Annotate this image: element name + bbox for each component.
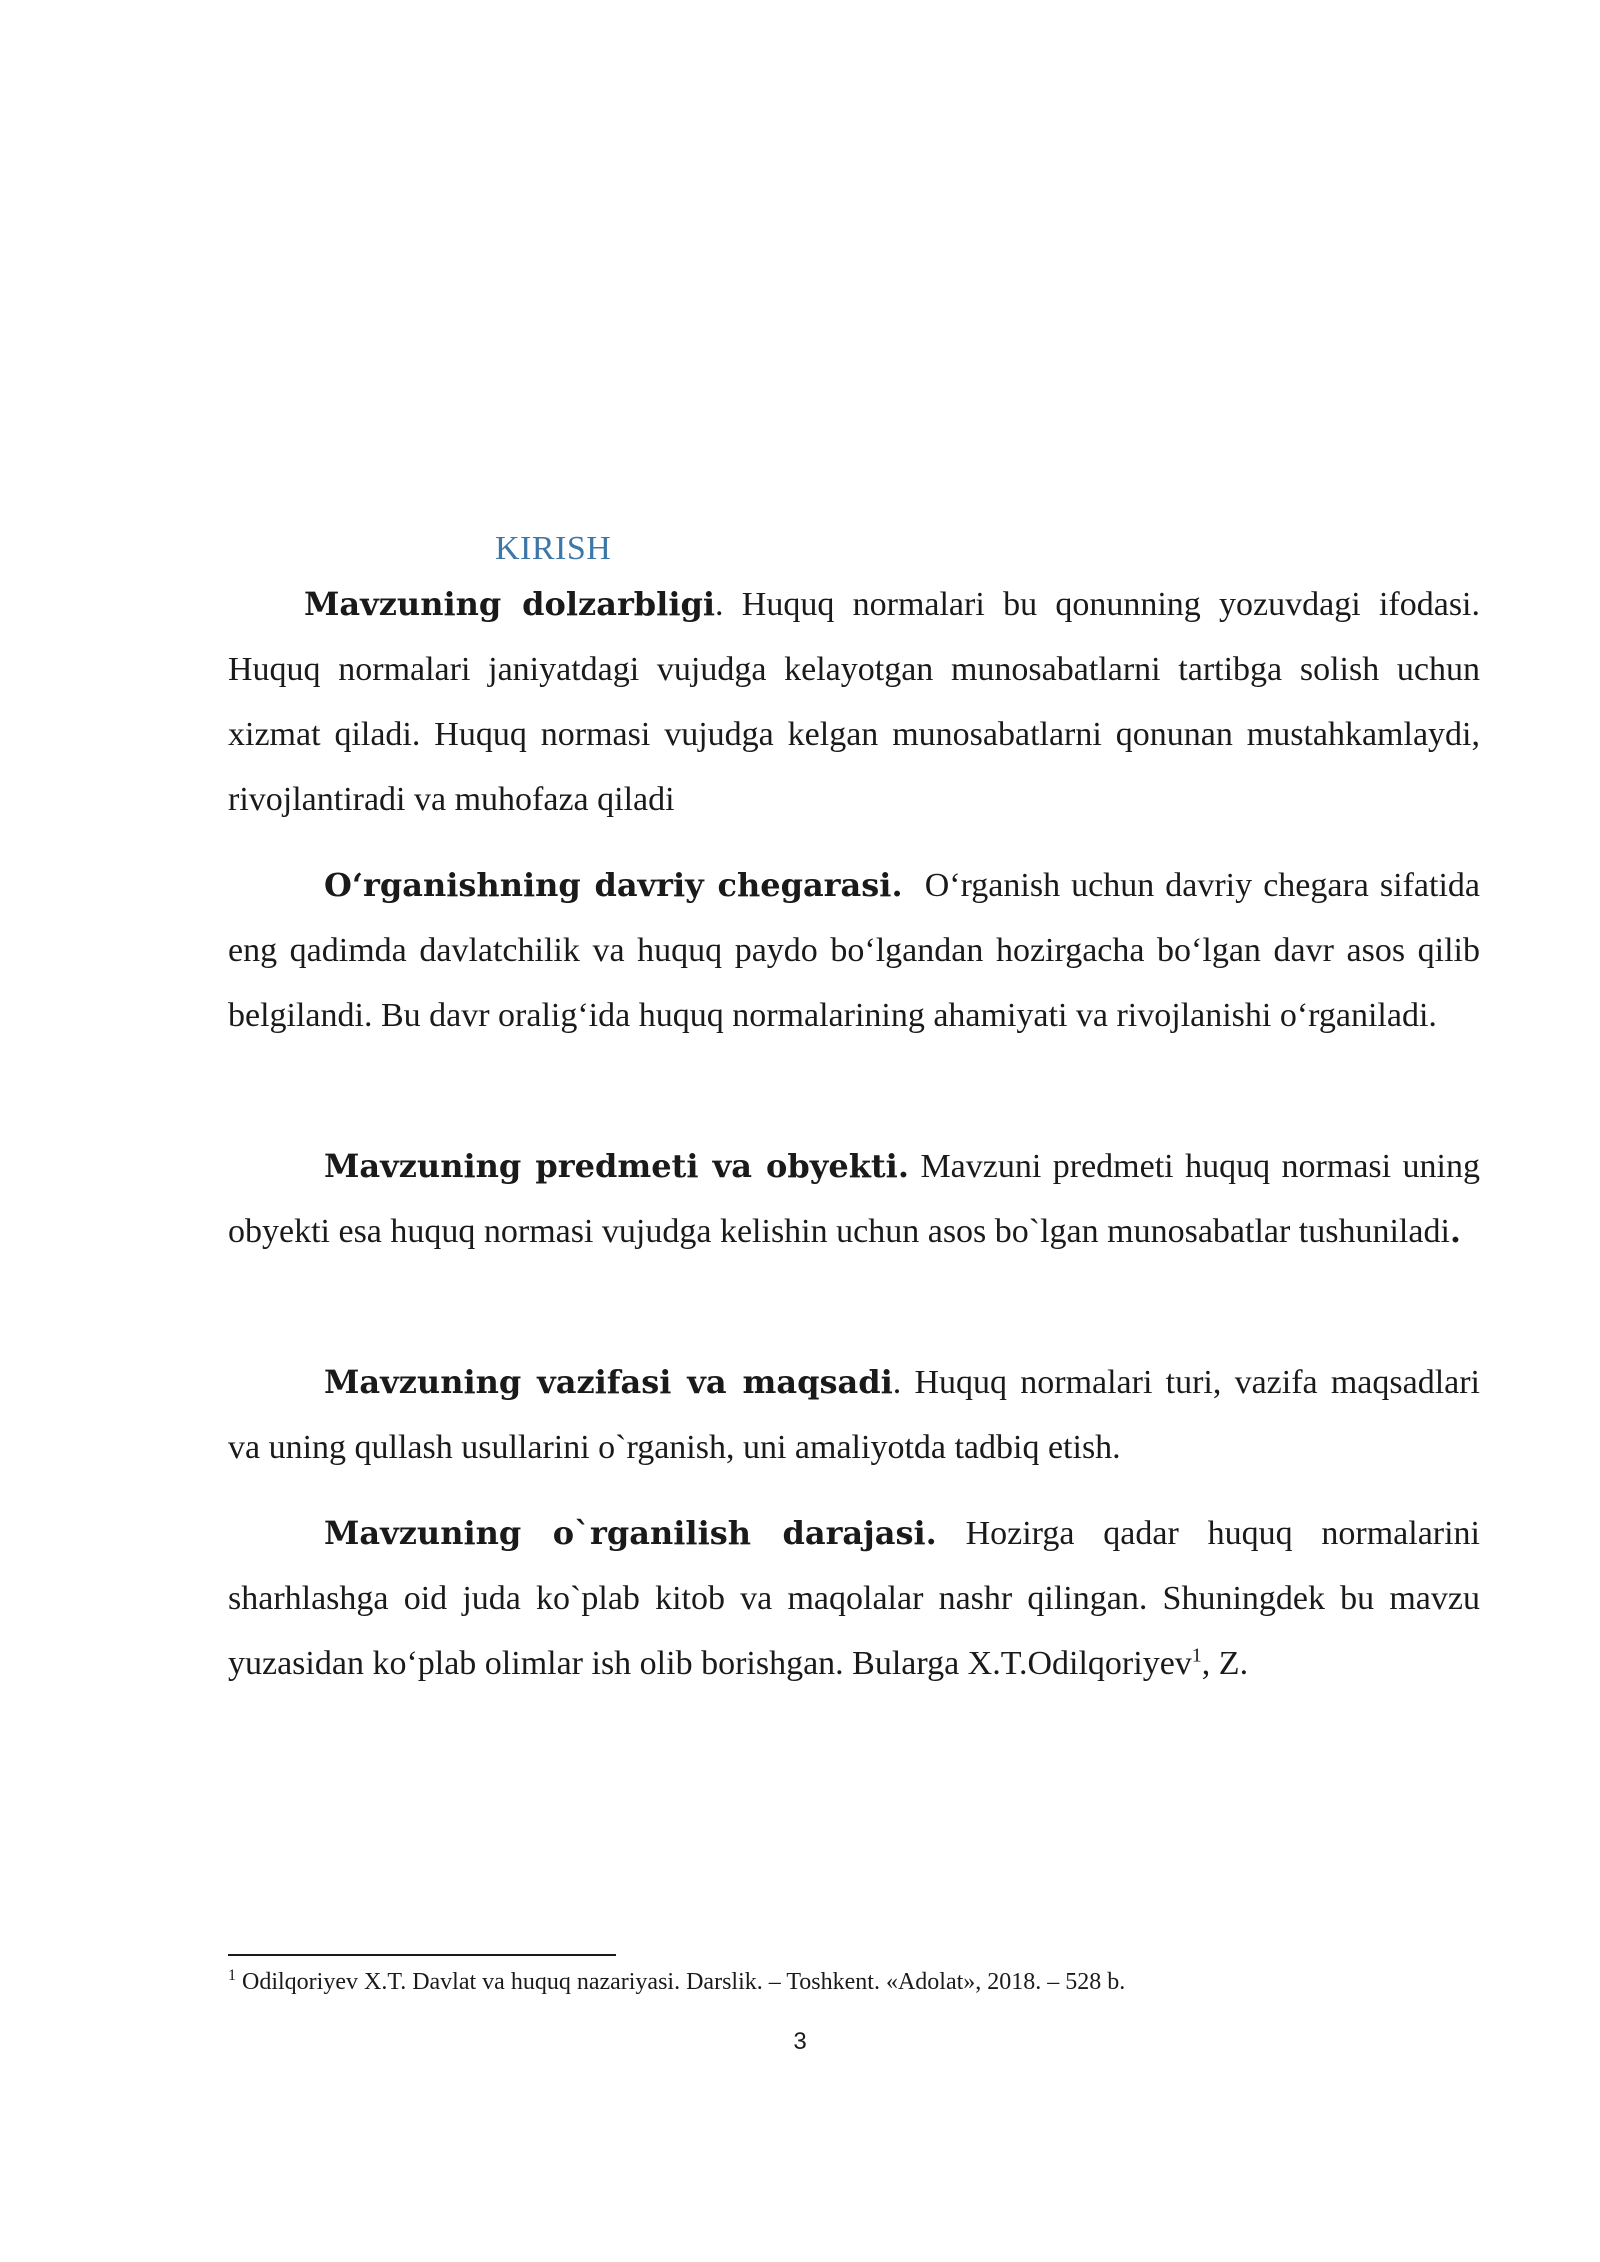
paragraph-end-mark: . xyxy=(1449,1212,1462,1250)
footnote-separator xyxy=(228,1954,616,1956)
paragraph-title: Mavzuning vazifasi va maqsadi xyxy=(324,1363,893,1401)
paragraph-title: Mavzuning dolzarbligi xyxy=(304,585,716,623)
paragraph-subject-object xyxy=(228,1134,1480,1264)
paragraph-text-continued: , Z. xyxy=(1201,1645,1249,1682)
paragraph-title: O‘rganishning davriy chegarasi. xyxy=(324,866,903,904)
paragraph-text: O‘rganish uchun davriy chegara sifatida eng qadimda davlatchilik va huquq paydo bo‘lgandan hozirgacha bo‘lgan davr asos qilib belgilandi. Bu davr oralig‘ida huquq normalarining ahamiyati va rivojlanishi o‘rganiladi. xyxy=(228,867,1489,1034)
footnote-reference[interactable]: 1 xyxy=(1191,1644,1202,1667)
paragraph-task-goal xyxy=(228,1350,1480,1480)
footnote-marker: 1 xyxy=(228,1967,236,1984)
paragraph-title: Mavzuning o`rganilish darajasi. xyxy=(324,1514,937,1552)
paragraph-study-level xyxy=(228,1501,1480,1696)
section-heading: KIRISH xyxy=(495,530,612,567)
paragraph-title: Mavzuning predmeti va obyekti. xyxy=(324,1147,909,1185)
footnote xyxy=(228,1966,1480,1998)
page-number: 3 xyxy=(793,2028,807,2055)
paragraph-text: . Huquq normalari bu qonunning yozuvdagi ifodasi. Huquq normalari janiyatdagi vujudga kelayotgan munosabatlarni tartibga solish uchun xizmat qiladi. Huquq normasi vujudga kelgan munosabatlarni qonunan mustahkamlaydi, rivojlantiradi va muhofaza qiladi xyxy=(228,586,1480,818)
footnote-text: Odilqoriyev X.T. Davlat va huquq nazariyasi. Darslik. – Toshkent. «Adolat», 2018. – 528 b. xyxy=(236,1969,1126,1995)
paragraph-period xyxy=(228,853,1489,1048)
paragraph-text: Hozirga qadar huquq normalarini sharhlashga oid juda ko`plab kitob va maqolalar nashr qilingan. Shuningdek bu mavzu yuzasidan ko‘plab olimlar ish olib borishgan. Bularga X.T.Odilqoriyev xyxy=(228,1515,1480,1682)
paragraph-text: . Huquq normalari turi, vazifa maqsadlari va uning qullash usullarini o`rganish, uni amaliyotda tadbiq etish. xyxy=(228,1364,1481,1466)
paragraph-text: Mavzuni predmeti huquq normasi uning obyekti esa huquq normasi vujudga kelishin uchun asos bo`lgan munosabatlar tushuniladi xyxy=(228,1148,1481,1250)
paragraph-relevance xyxy=(228,572,1480,832)
